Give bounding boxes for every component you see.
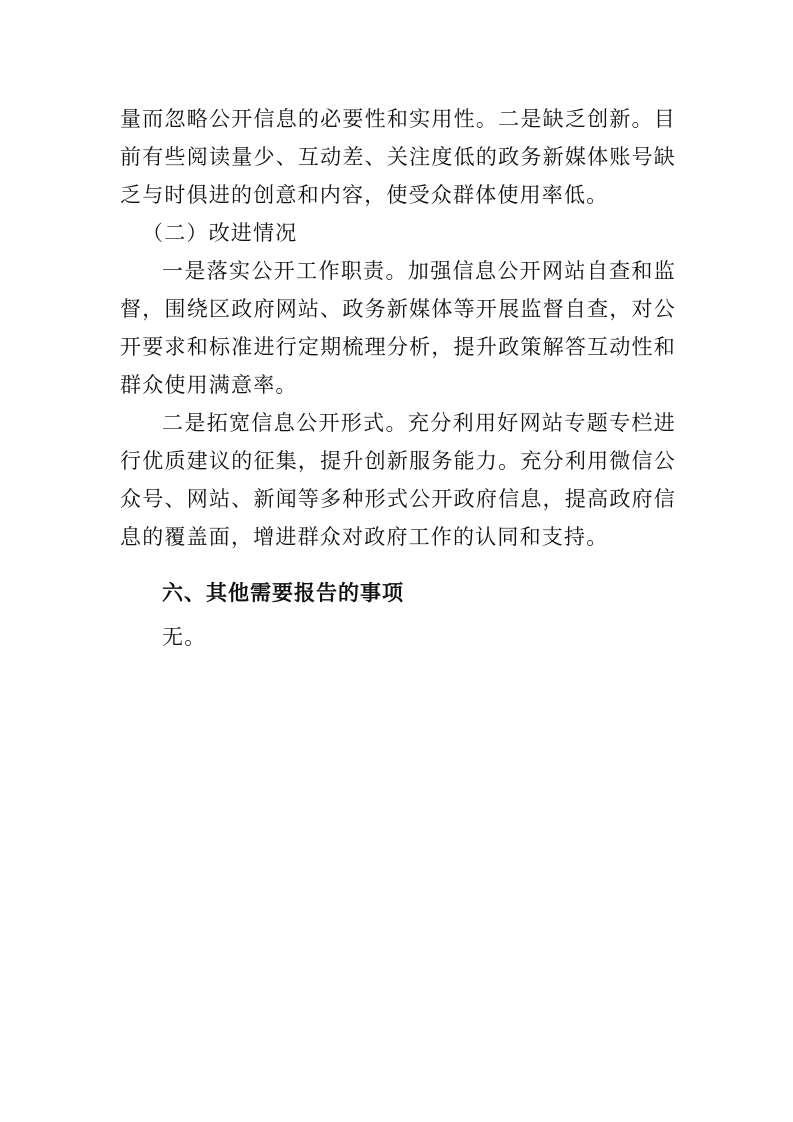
subheading-improvement: （二）改进情况 [142,221,298,245]
paragraph-continuation: 量而忽略公开信息的必要性和实用性。二是缺乏创新。目前有些阅读量少、互动差、关注度低的政务新媒体账号缺乏与时俱进的创意和内容，使受众群体使用率低。 [120,107,676,207]
paragraph-improvement-2: 二是拓宽信息公开形式。充分利用好网站专题专栏进行优质建议的征集，提升创新服务能力。充分利用微信公众号、网站、新闻等多种形式公开政府信息，提高政府信息的覆盖面，增进群众对政府工作的认同和支持。 [120,411,676,549]
paragraph-improvement-1: 一是落实公开工作职责。加强信息公开网站自查和监督，围绕区政府网站、政务新媒体等开展监督自查，对公开要求和标准进行定期梳理分析，提升政策解答互动性和群众使用满意率。 [120,259,676,397]
document-page [120,100,676,656]
section-heading-other-matters: 六、其他需要报告的事项 [162,581,404,605]
paragraph-none: 无。 [162,625,207,649]
